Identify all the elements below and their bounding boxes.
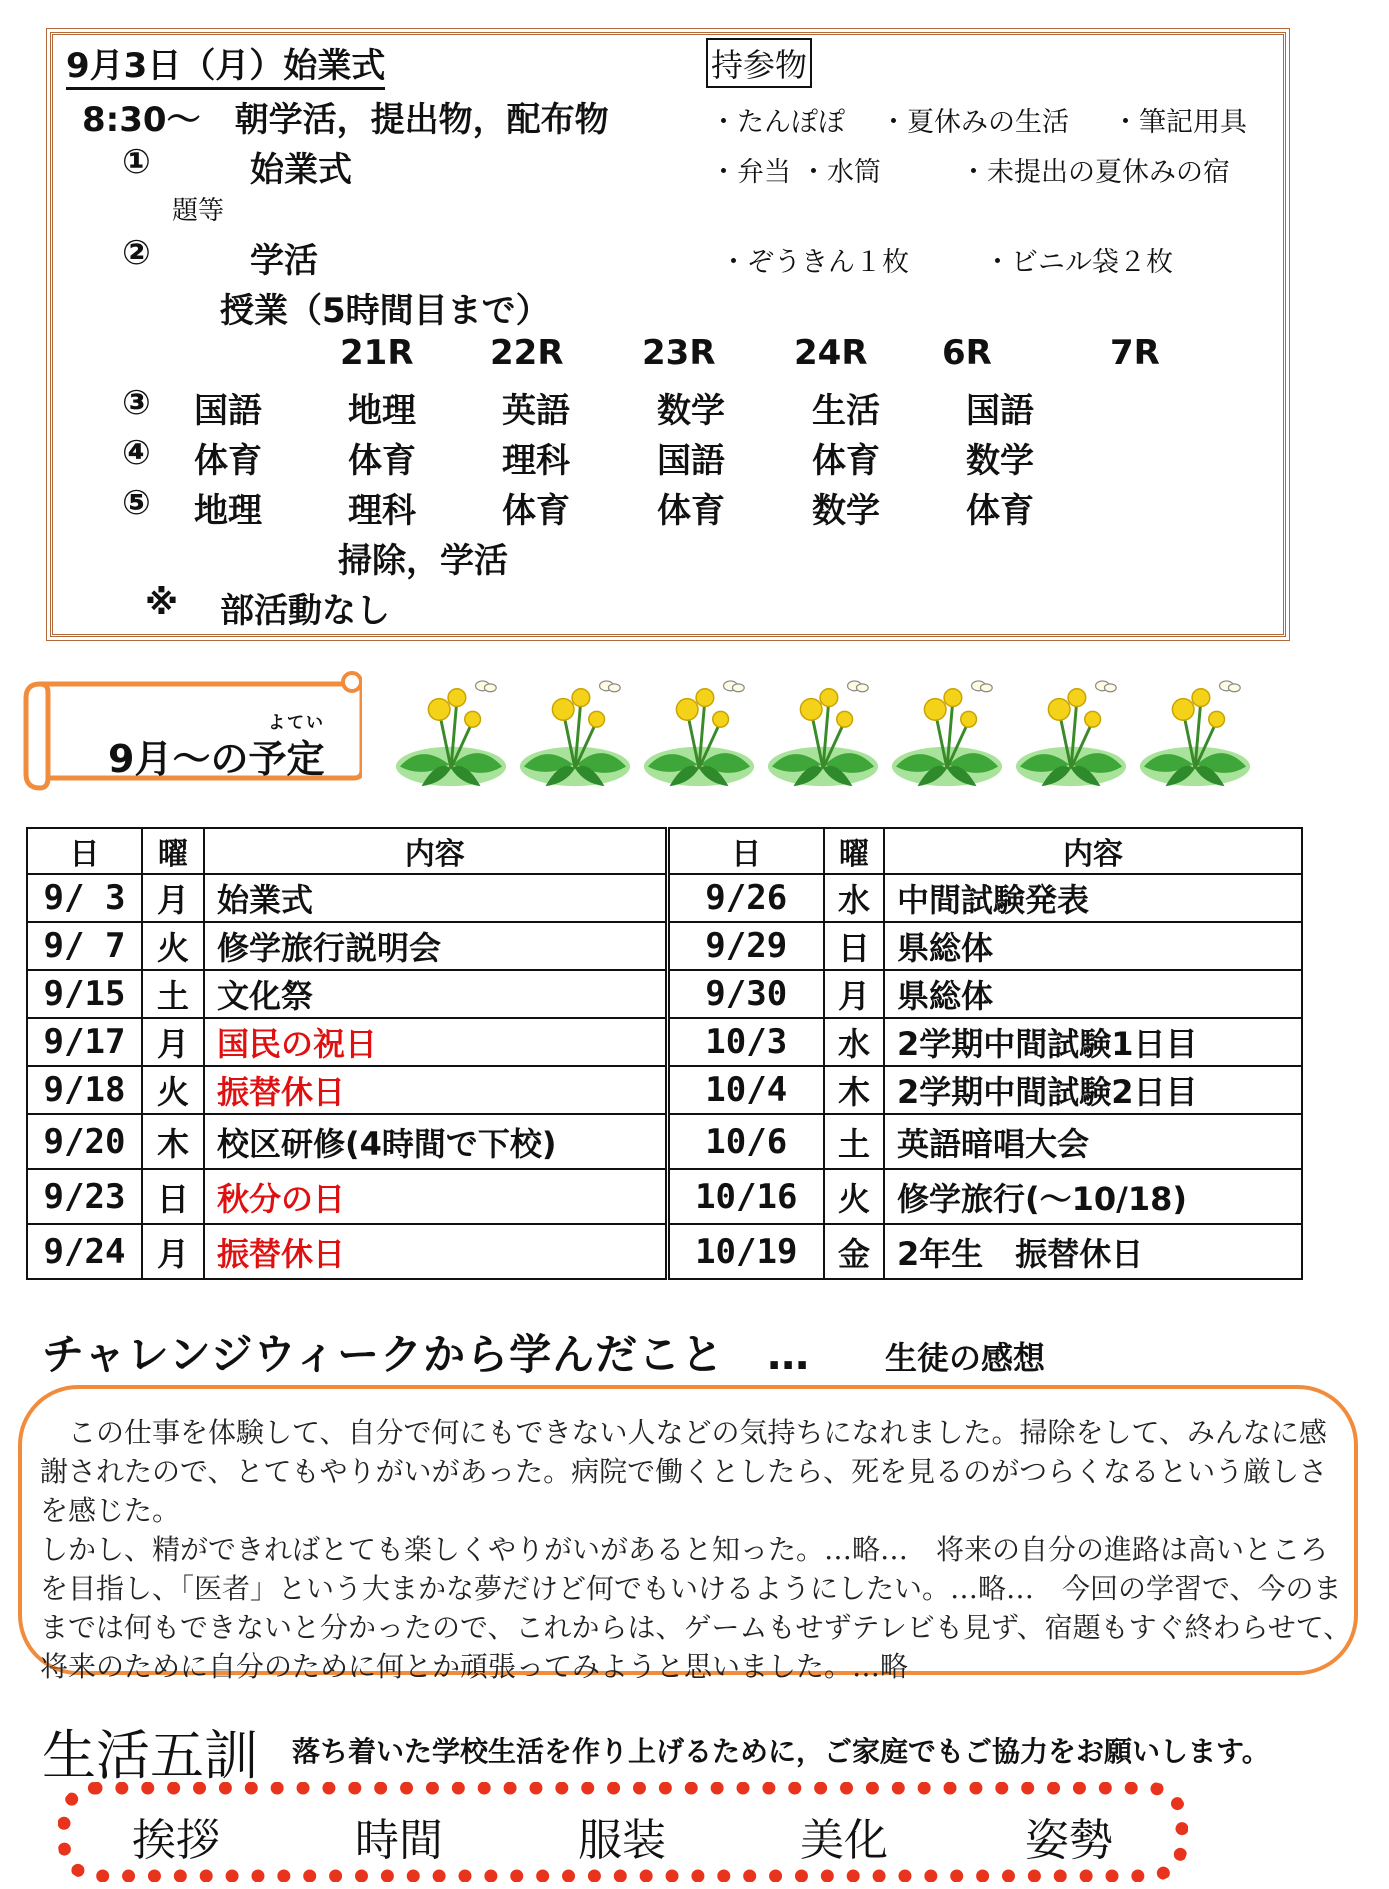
period-number: ④ [122, 433, 151, 473]
table-row [27, 1018, 1302, 1066]
row-day: 月 [824, 970, 884, 1018]
row-date: 9/18 [27, 1066, 142, 1114]
header-content: 内容 [204, 828, 667, 874]
row-day: 土 [824, 1114, 884, 1169]
period-subject: 体育 [348, 441, 416, 481]
schedule-ruby: よてい [268, 713, 325, 733]
row-date: 9/30 [667, 970, 824, 1018]
room-7r: 7R [1110, 333, 1160, 373]
row-date: 9/29 [667, 922, 824, 970]
rule-item: 時間 [355, 1815, 443, 1866]
period-subject: 理科 [348, 491, 416, 531]
row-day: 月 [142, 1018, 204, 1066]
rule-item: 挨拶 [132, 1815, 220, 1866]
table-row [27, 970, 1302, 1018]
row-day: 火 [824, 1169, 884, 1224]
period-number: ③ [122, 383, 151, 423]
row-date: 10/19 [667, 1224, 824, 1279]
row-date: 9/24 [27, 1224, 142, 1279]
row-day: 土 [142, 970, 204, 1018]
rules-title: 生活五訓 [42, 1724, 258, 1787]
period-subject: 理科 [502, 441, 570, 481]
rules-subtitle: 落ち着いた学校生活を作り上げるために，ご家庭でもご協力をお願いします。 [292, 1735, 1270, 1768]
rule-item: 服装 [578, 1815, 666, 1866]
row-day: 月 [142, 1224, 204, 1279]
room-6r: 6R [942, 333, 992, 373]
row-date: 10/4 [667, 1066, 824, 1114]
period-subject: 体育 [657, 491, 725, 531]
row-date: 10/6 [667, 1114, 824, 1169]
room-24r: 24R [794, 333, 868, 373]
ceremony-time-line: 8:30～ 朝学活，提出物，配布物 [82, 100, 609, 140]
row-content: 2年生 振替休日 [884, 1224, 1302, 1279]
row-content: 中間試験発表 [884, 874, 1302, 922]
header-date: 日 [667, 828, 824, 874]
dandelion-icon [392, 676, 510, 794]
schedule-table [26, 827, 1303, 1280]
row-day: 水 [824, 1018, 884, 1066]
rule-item: 美化 [800, 1815, 888, 1866]
belonging-item: ・筆記用具 [1112, 107, 1247, 138]
schedule-title: 9月～の予定 [108, 737, 325, 781]
row-day: 日 [824, 922, 884, 970]
belonging-item: ・ぞうきん１枚 [720, 247, 909, 278]
row-day: 木 [142, 1114, 204, 1169]
period-subject: 体育 [502, 491, 570, 531]
period-subject: 地理 [194, 491, 262, 531]
row-content: 県総体 [884, 922, 1302, 970]
after-class: 掃除，学活 [338, 541, 508, 581]
period-subject: 地理 [348, 391, 416, 431]
period-subject: 体育 [194, 441, 262, 481]
belonging-item: ・未提出の夏休みの宿 [960, 157, 1230, 188]
row-content: 2学期中間試験1日目 [884, 1018, 1302, 1066]
dandelion-icon [1012, 676, 1130, 794]
header-day: 曜 [142, 828, 204, 874]
period-subject: 英語 [502, 391, 570, 431]
belonging-item: ・ビニル袋２枚 [984, 247, 1173, 278]
row-date: 10/3 [667, 1018, 824, 1066]
item1-number: ① [122, 142, 151, 182]
ceremony-title: 9月3日（月）始業式 [66, 38, 385, 90]
row-content: 2学期中間試験2日目 [884, 1066, 1302, 1114]
row-day: 木 [824, 1066, 884, 1114]
table-row [27, 1066, 1302, 1114]
schedule-banner [18, 670, 362, 794]
period-subject: 国語 [657, 441, 725, 481]
row-content: 始業式 [204, 874, 667, 922]
room-23r: 23R [642, 333, 716, 373]
row-date: 9/26 [667, 874, 824, 922]
row-day: 日 [142, 1169, 204, 1224]
row-content: 修学旅行(～10/18) [884, 1169, 1302, 1224]
item2-number: ② [122, 233, 151, 273]
flower-row [392, 676, 1262, 796]
item1-label: 始業式 [250, 150, 352, 190]
period-subject: 数学 [812, 491, 880, 531]
header-date: 日 [27, 828, 142, 874]
belongings-heading: 持参物 [706, 38, 812, 88]
row-date: 9/23 [27, 1169, 142, 1224]
row-content: 秋分の日 [204, 1169, 667, 1224]
row-day: 火 [142, 922, 204, 970]
row-content: 校区研修(4時間で下校) [204, 1114, 667, 1169]
row-day: 月 [142, 874, 204, 922]
row-date: 9/20 [27, 1114, 142, 1169]
row-date: 9/15 [27, 970, 142, 1018]
challenge-title: チャレンジウィークから学んだこと … [42, 1330, 811, 1379]
dandelion-icon [516, 676, 634, 794]
period-subject: 国語 [966, 391, 1034, 431]
header-content: 内容 [884, 828, 1302, 874]
row-content: 英語暗唱大会 [884, 1114, 1302, 1169]
note-mark: ※ [145, 583, 179, 623]
header-day: 曜 [824, 828, 884, 874]
row-date: 10/16 [667, 1169, 824, 1224]
dandelion-icon [888, 676, 1006, 794]
challenge-text: この仕事を体験して、自分で何にもできない人などの気持ちになれました。掃除をして、みんなに感謝されたので、とてもやりがいがあった。病院で働くとしたら、死を見るのがつらくなるという厳しさを感じた。 しかし、精ができればとても楽しくやりがいがあると知った。…略… 将来の自分の進路は高いところを目指し、「医者」という大まかな夢だけど何でもいけるようにしたい。…略… 今回の学習で、今のままでは何もできないと分かったので、これからは、ゲームもせずテレビも見ず、宿題もすぐ終わらせて、将来のために自分のために何とか頑張ってみようと思いました。…略 [40, 1416, 1352, 1683]
period-subject: 数学 [657, 391, 725, 431]
row-content: 県総体 [884, 970, 1302, 1018]
table-row [27, 1169, 1302, 1224]
row-content: 振替休日 [204, 1224, 667, 1279]
table-row [27, 1114, 1302, 1169]
table-row [27, 922, 1302, 970]
belonging-item: ・夏休みの生活 [880, 107, 1069, 138]
row-content: 国民の祝日 [204, 1018, 667, 1066]
row-day: 水 [824, 874, 884, 922]
row-date: 9/17 [27, 1018, 142, 1066]
period-subject: 国語 [194, 391, 262, 431]
table-row [27, 1224, 1302, 1279]
dandelion-icon [764, 676, 882, 794]
row-content: 振替休日 [204, 1066, 667, 1114]
period-number: ⑤ [122, 483, 151, 523]
table-header-row [27, 828, 1302, 874]
period-subject: 生活 [812, 391, 880, 431]
dandelion-icon [1136, 676, 1254, 794]
row-day: 火 [142, 1066, 204, 1114]
class-heading: 授業（5時間目まで） [220, 291, 550, 331]
item2-label: 学活 [250, 241, 318, 281]
belonging-item: ・たんぽぽ [710, 107, 845, 138]
row-day: 金 [824, 1224, 884, 1279]
belonging-item: ・水筒 [800, 157, 881, 188]
dandelion-icon [640, 676, 758, 794]
period-subject: 数学 [966, 441, 1034, 481]
row-content: 文化祭 [204, 970, 667, 1018]
row-date: 9/ 3 [27, 874, 142, 922]
note-text: 部活動なし [220, 591, 390, 631]
rule-item: 姿勢 [1025, 1815, 1113, 1866]
room-21r: 21R [340, 333, 414, 373]
table-row [27, 874, 1302, 922]
belonging-item: ・弁当 [710, 157, 791, 188]
item1-continuation: 題等 [172, 196, 225, 226]
row-content: 修学旅行説明会 [204, 922, 667, 970]
row-date: 9/ 7 [27, 922, 142, 970]
period-subject: 体育 [966, 491, 1034, 531]
room-22r: 22R [490, 333, 564, 373]
period-subject: 体育 [812, 441, 880, 481]
challenge-subtitle: 生徒の感想 [885, 1339, 1046, 1377]
